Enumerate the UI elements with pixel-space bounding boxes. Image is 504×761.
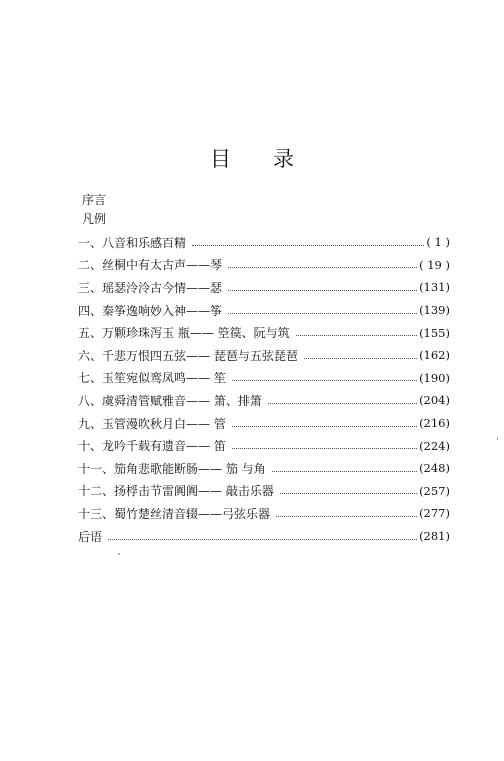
leader-dots (280, 493, 417, 494)
toc-row (78, 389, 450, 412)
toc-label: 九、玉管漫吹秋月白—— 管 (78, 416, 226, 431)
toc-row (78, 367, 450, 390)
toc-label: 十三、蜀竹楚丝清音辍——弓弦乐器 (78, 506, 271, 521)
page-title (0, 143, 504, 173)
toc-row (78, 525, 450, 548)
toc-page: (224) (419, 438, 450, 453)
toc-page: (190) (419, 370, 450, 385)
toc-page: (131) (419, 280, 450, 295)
leader-dots (228, 290, 417, 291)
toc-label: 后语 (78, 529, 103, 544)
toc-page: (139) (419, 303, 450, 318)
toc-page: (216) (419, 416, 450, 431)
toc-label: 十、龙吟千载有遗音—— 笛 (78, 439, 226, 454)
toc-label: 六、千悲万恨四五弦—— 琵琶与五弦琵琶 (78, 348, 298, 363)
toc-page: (162) (419, 348, 450, 363)
toc-label: 三、瑶瑟泠泠古今情——瑟 (78, 280, 223, 295)
leader-dots (276, 516, 417, 517)
toc-page: (281) (419, 529, 450, 544)
toc-label: 二、丝桐中有太古声——琴 (78, 258, 223, 273)
leader-dots (268, 403, 417, 404)
toc-row (78, 412, 450, 435)
toc-row (78, 502, 450, 525)
toc-row (78, 231, 450, 254)
toc-page: (155) (419, 325, 450, 340)
preface-entry: 序言 (82, 193, 107, 207)
toc-row (78, 254, 450, 277)
leader-dots (228, 313, 417, 314)
scan-speck (118, 553, 120, 555)
leader-dots (304, 358, 417, 359)
toc-row (78, 480, 450, 503)
leader-dots (192, 245, 424, 246)
toc-label: 八、虞舜清管赋雅音—— 箫、排箫 (78, 393, 262, 408)
toc-row (78, 299, 450, 322)
leader-dots (272, 471, 417, 472)
toc-row (78, 276, 450, 299)
title-char-1: 目 (210, 147, 231, 171)
leader-dots (108, 539, 417, 540)
notes-entry: 凡例 (82, 212, 107, 226)
toc-row (78, 344, 450, 367)
leader-dots (232, 448, 417, 449)
toc-row (78, 457, 450, 480)
toc-page: (257) (419, 483, 450, 498)
toc-row (78, 321, 450, 344)
toc-page: (248) (419, 461, 450, 476)
toc-label: 十二、扬桴击节雷阗阗—— 敲击乐器 (78, 484, 274, 499)
toc-list (78, 231, 450, 547)
toc-page: (277) (419, 506, 450, 521)
leader-dots (232, 426, 417, 427)
leader-dots (296, 335, 417, 336)
toc-label: 四、秦筝逸响妙入神——筝 (78, 303, 223, 318)
toc-page: ( 1 ) (426, 235, 450, 250)
scan-speck (497, 437, 498, 440)
toc-page: ( 19 ) (419, 257, 450, 272)
toc-row (78, 434, 450, 457)
title-char-2: 录 (273, 147, 294, 171)
toc-label: 七、玉笙宛似鸾凤鸣—— 笙 (78, 371, 226, 386)
toc-label: 五、万颗珍珠泻玉 瓶—— 箜篌、阮与筑 (78, 326, 290, 341)
leader-dots (232, 380, 417, 381)
toc-label: 一、八音和乐感百精 (78, 235, 187, 250)
toc-page: (204) (419, 393, 450, 408)
toc-label: 十一、笳角悲歌能断肠—— 笳 与角 (78, 461, 266, 476)
leader-dots (228, 267, 417, 268)
